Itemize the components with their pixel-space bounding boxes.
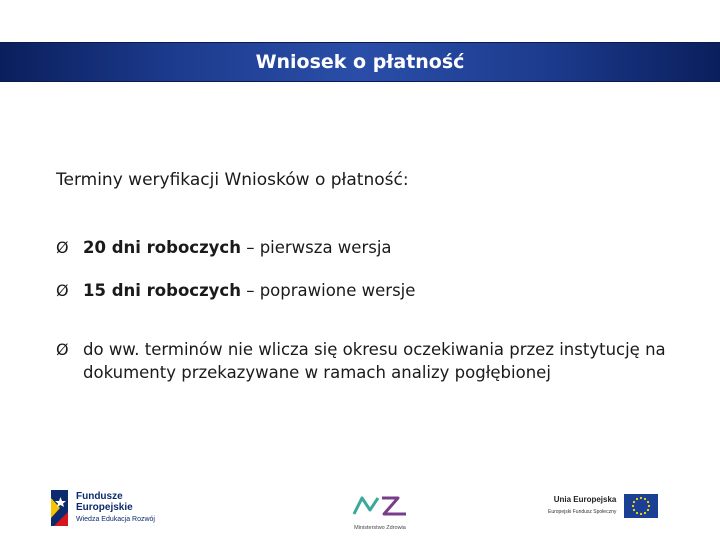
eu-logo-line1: Unia Europejska [553, 495, 617, 504]
fe-logo-line1: Fundusze [76, 491, 123, 502]
fe-logo-line2: Europejskie [76, 502, 133, 513]
fundusze-europejskie-logo [48, 488, 155, 528]
bullet-text [83, 279, 415, 302]
eu-flag-icon [624, 494, 658, 518]
intro-text: Terminy weryfikacji Wniosków o płatność: [56, 170, 409, 190]
bullet-rest: – pierwsza wersja [240, 238, 392, 257]
list-item [56, 338, 676, 384]
mz-caption: Ministerstwo Zdrowia [354, 525, 406, 531]
mz-logo-icon [350, 494, 410, 518]
list-item [56, 236, 676, 259]
fe-star-icon [48, 488, 70, 528]
bullet-rest: – poprawione wersje [240, 281, 416, 300]
page-title: Wniosek o płatność [255, 51, 465, 73]
arrow-bullet-icon: Ø [56, 238, 69, 257]
arrow-bullet-icon: Ø [56, 340, 69, 359]
bullet-bold: 15 dni roboczych [83, 281, 241, 300]
arrow-bullet-icon: Ø [56, 281, 69, 300]
bullet-bold: 20 dni roboczych [83, 238, 241, 257]
unia-europejska-logo [548, 494, 658, 518]
ministerstwo-zdrowia-logo [350, 494, 410, 531]
footer-logos [0, 480, 720, 540]
fe-logo-line3: Wiedza Edukacja Rozwój [76, 516, 155, 523]
bullet-text [83, 236, 392, 259]
title-bar [0, 42, 720, 82]
list-item [56, 279, 676, 302]
eu-logo-line2: Europejski Fundusz Społeczny [548, 509, 617, 515]
bullet-text: do ww. terminów nie wlicza się okresu oczekiwania przez instytucję na dokumenty przekazywane w ramach analizy pogłębionej [83, 340, 666, 382]
